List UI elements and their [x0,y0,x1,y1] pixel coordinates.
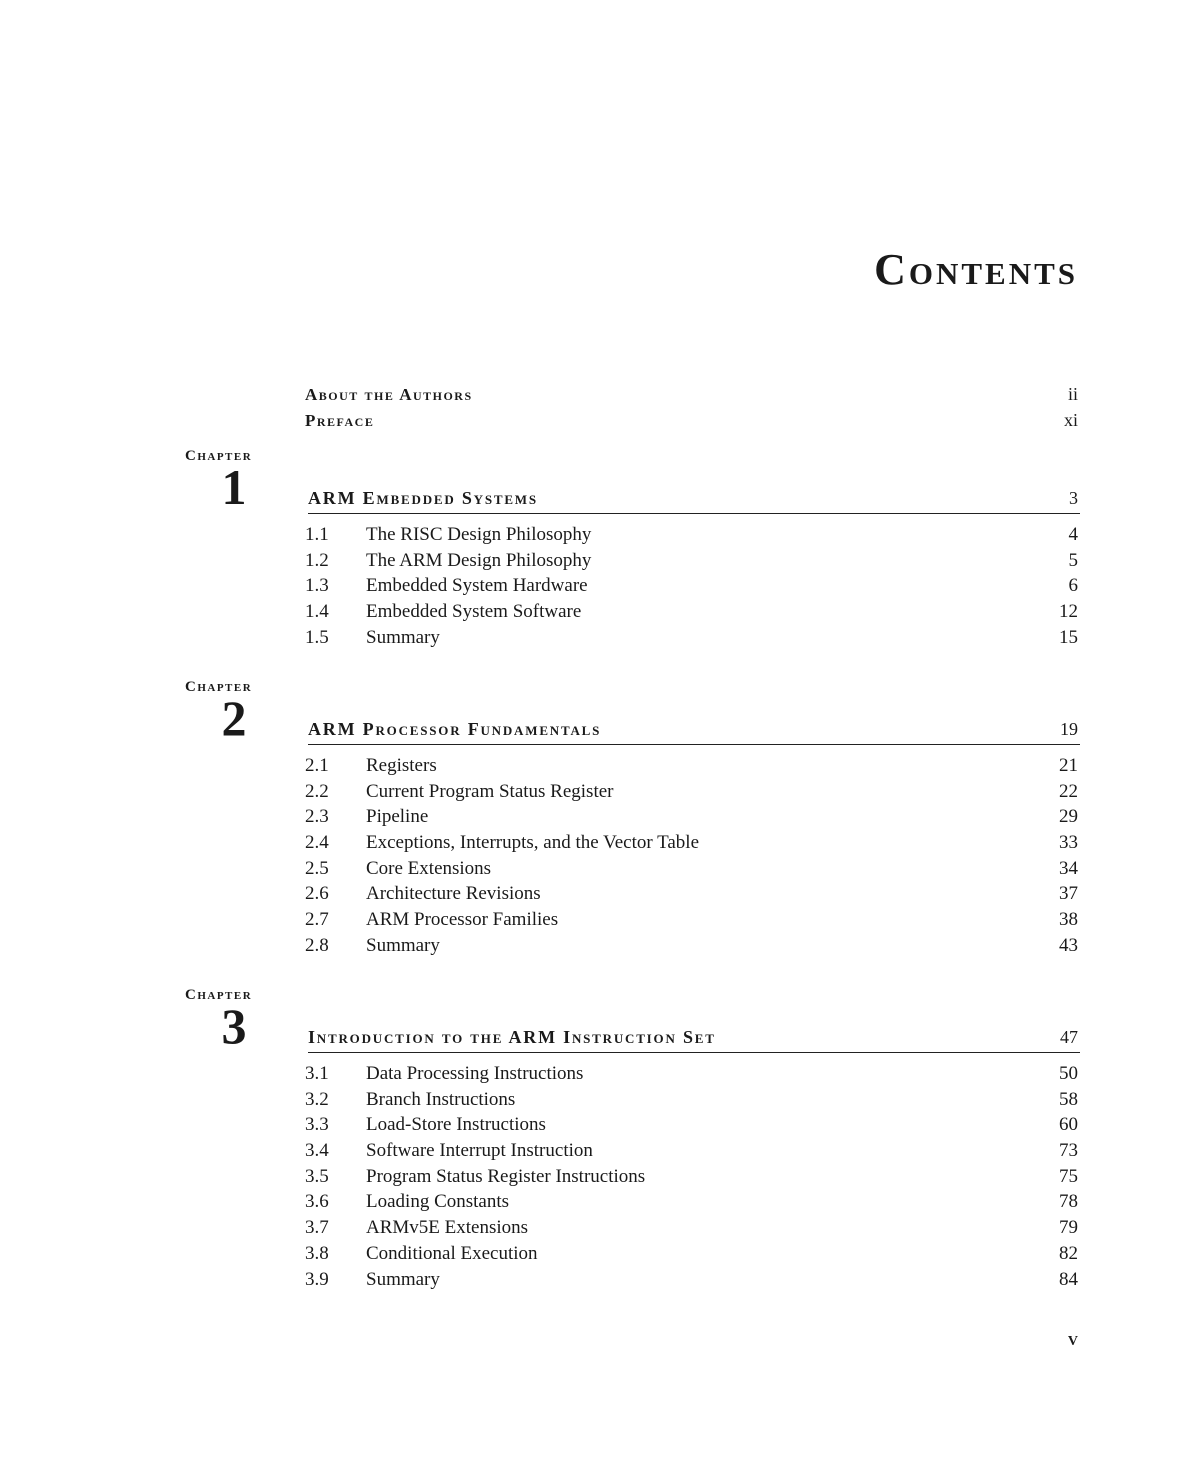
section-list [305,524,1080,652]
section-title: Core Extensions [366,857,492,879]
section-title: ARM Processor Families [366,909,559,931]
section-number: 2.7 [305,909,329,931]
section-entry[interactable] [305,1217,1080,1243]
section-entry[interactable] [305,781,1080,807]
section-entry[interactable] [305,1166,1080,1192]
section-page: 15 [1059,626,1078,648]
entry-title: About the Authors [305,385,473,404]
section-entry[interactable] [305,1191,1080,1217]
section-entry[interactable] [305,1063,1080,1089]
section-number: 3.3 [305,1114,329,1136]
section-page: 84 [1059,1268,1078,1290]
page-number: v [1067,1328,1078,1350]
section-list [305,755,1080,961]
chapter-label: Chapter [185,679,253,695]
section-title: ARMv5E Extensions [366,1217,529,1239]
section-title: Software Interrupt Instruction [366,1140,593,1162]
section-number: 3.2 [305,1088,329,1110]
chapter-label: Chapter [185,987,253,1003]
section-number: 1.1 [305,524,329,545]
section-number: 3.9 [305,1268,329,1290]
section-title: Conditional Execution [366,1242,538,1264]
section-number: 2.2 [305,780,329,802]
section-entry[interactable] [305,524,1080,550]
chapter-heading[interactable] [308,488,1080,514]
section-number: 2.4 [305,832,329,854]
page-title: Contents [874,245,1078,294]
section-list [305,1063,1080,1294]
section-page: 12 [1059,601,1078,623]
chapter-page: 19 [1060,719,1078,739]
chapter-label: Chapter [185,448,253,464]
section-page: 37 [1059,883,1078,905]
section-page: 5 [1068,549,1078,571]
section-number: 2.5 [305,857,329,879]
section-entry[interactable] [305,601,1080,627]
section-page: 58 [1059,1088,1078,1110]
section-entry[interactable] [305,1089,1080,1115]
section-number: 3.7 [305,1217,329,1239]
section-page: 4 [1068,524,1078,545]
section-number: 2.6 [305,883,329,905]
section-title: Program Status Register Instructions [366,1165,646,1187]
section-number: 2.1 [305,755,329,776]
section-title: Registers [366,755,437,776]
section-number: 1.5 [305,626,329,648]
entry-page: xi [1063,410,1078,430]
chapter-heading[interactable] [308,719,1080,745]
section-title: Embedded System Software [366,601,582,623]
section-entry[interactable] [305,550,1080,576]
section-entry[interactable] [305,1140,1080,1166]
section-title: Summary [366,626,440,648]
section-number: 1.4 [305,601,329,623]
section-entry[interactable] [305,858,1080,884]
section-entry[interactable] [305,1114,1080,1140]
chapter-title: ARM Embedded Systems [308,488,538,508]
section-entry[interactable] [305,755,1080,781]
section-title: The ARM Design Philosophy [366,549,592,571]
section-title: Summary [366,934,440,956]
front-matter-entry[interactable] [305,410,1078,431]
chapter-title: Introduction to the ARM Instruction Set [308,1027,716,1047]
chapter-title: ARM Processor Fundamentals [308,719,602,739]
section-page: 21 [1059,755,1078,776]
section-title: Exceptions, Interrupts, and the Vector Table [366,832,700,854]
entry-title: Preface [305,411,375,430]
section-entry[interactable] [305,1243,1080,1269]
section-number: 3.1 [305,1063,329,1084]
section-page: 73 [1059,1140,1078,1162]
section-page: 6 [1068,575,1078,597]
section-entry[interactable] [305,935,1080,961]
section-entry[interactable] [305,909,1080,935]
section-entry[interactable] [305,883,1080,909]
entry-page: ii [1067,384,1078,404]
section-number: 1.2 [305,549,329,571]
chapter-number: 3 [221,998,247,1054]
section-title: Load-Store Instructions [366,1114,546,1136]
section-number: 1.3 [305,575,329,597]
section-number: 2.8 [305,934,329,956]
section-number: 3.8 [305,1242,329,1264]
chapter-page: 3 [1069,488,1078,508]
section-title: Data Processing Instructions [366,1063,584,1084]
section-title: The RISC Design Philosophy [366,524,592,545]
chapter-number: 1 [221,459,247,515]
section-page: 34 [1059,857,1078,879]
chapter-page: 47 [1060,1027,1078,1047]
section-title: Architecture Revisions [366,883,541,905]
section-title: Pipeline [366,806,429,828]
section-page: 22 [1059,780,1078,802]
section-title: Embedded System Hardware [366,575,588,597]
section-entry[interactable] [305,575,1080,601]
section-entry[interactable] [305,806,1080,832]
section-title: Current Program Status Register [366,780,614,802]
section-page: 43 [1059,934,1078,956]
section-page: 82 [1059,1242,1078,1264]
section-entry[interactable] [305,1269,1080,1295]
section-number: 3.5 [305,1165,329,1187]
section-number: 3.6 [305,1191,329,1213]
section-page: 60 [1059,1114,1078,1136]
section-entry[interactable] [305,627,1080,653]
section-number: 2.3 [305,806,329,828]
section-title: Branch Instructions [366,1088,516,1110]
chapter-number: 2 [221,690,247,746]
section-page: 75 [1059,1165,1078,1187]
section-page: 33 [1059,832,1078,854]
section-title: Summary [366,1268,440,1290]
front-matter-entry[interactable] [305,384,1078,405]
section-number: 3.4 [305,1140,329,1162]
chapter-heading[interactable] [308,1027,1080,1053]
section-title: Loading Constants [366,1191,510,1213]
section-page: 79 [1059,1217,1078,1239]
section-page: 29 [1059,806,1078,828]
section-entry[interactable] [305,832,1080,858]
section-page: 50 [1059,1063,1078,1084]
section-page: 38 [1059,909,1078,931]
section-page: 78 [1059,1191,1078,1213]
